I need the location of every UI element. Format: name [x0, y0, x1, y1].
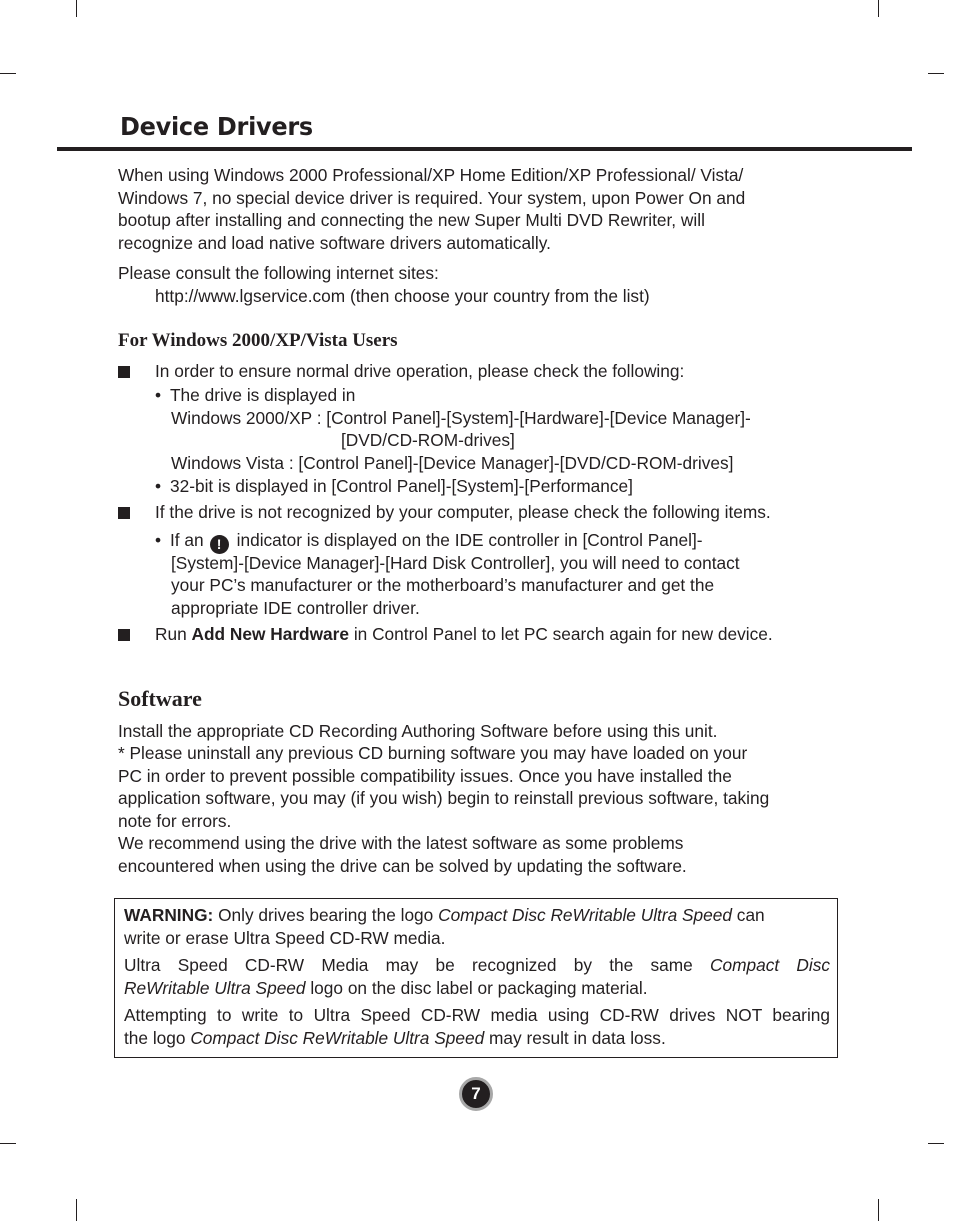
sub-bullet — [155, 475, 633, 498]
add-new-hardware-label: Add New Hardware — [191, 624, 350, 644]
service-url-link[interactable]: http://www.lgservice.com (then choose your country from the list) — [155, 286, 650, 306]
sub-bullet — [155, 384, 355, 407]
crop-mark — [0, 73, 16, 74]
warning-paragraph-3 — [124, 1004, 830, 1049]
software-line: * Please uninstall any previous CD burning software you may have loaded on your — [118, 743, 748, 763]
warning-text: logo on the disc label or packaging material. — [310, 977, 648, 998]
warning-label: WARNING: — [124, 905, 214, 925]
square-bullet-icon — [118, 507, 130, 519]
warning-text: can — [736, 905, 765, 925]
warning-paragraph-1 — [124, 904, 830, 949]
sub-bullet — [155, 529, 703, 554]
logo-name: Compact Disc — [710, 955, 830, 975]
logo-name: ReWritable Ultra Speed — [124, 977, 306, 998]
bullet-icon: • — [155, 530, 162, 550]
software-section-heading: Software — [118, 686, 202, 711]
title-rule — [57, 147, 912, 151]
crop-mark — [76, 0, 77, 17]
warning-box — [114, 898, 838, 1058]
check-item-text — [155, 623, 773, 646]
intro-line: When using Windows 2000 Professional/XP Home Edition/XP Professional/ Vista/ — [118, 165, 744, 185]
item-text: Run — [155, 624, 187, 644]
intro-line: Windows 7, no special device driver is required. Your system, upon Power On and — [118, 188, 746, 208]
sub-bullet-text: If an — [170, 530, 204, 550]
warning-text: the logo — [124, 1027, 186, 1048]
sub-bullet-text: 32-bit is displayed in [Control Panel]-[System]-[Performance] — [170, 476, 633, 496]
warning-line: Attempting to write to Ultra Speed CD-RW media using CD-RW drives NOT bearing — [124, 1005, 830, 1025]
bullet-icon: • — [155, 385, 162, 405]
consult-text: Please consult the following internet sites: — [118, 263, 439, 283]
vista-path: Windows Vista : [Control Panel]-[Device Manager]-[DVD/CD-ROM-drives] — [171, 453, 734, 473]
crop-mark — [76, 1199, 77, 1221]
warning-text: may result in data loss. — [489, 1027, 666, 1048]
logo-name: Compact Disc ReWritable Ultra Speed — [438, 905, 732, 925]
windows-section-heading: For Windows 2000/XP/Vista Users — [118, 330, 398, 351]
crop-mark — [928, 73, 944, 74]
sub-bullet-text: your PC’s manufacturer or the motherboard’s manufacturer and get the — [171, 575, 715, 595]
bullet-icon: • — [155, 476, 162, 496]
intro-line: recognize and load native software drivers automatically. — [118, 233, 551, 253]
crop-mark — [0, 1143, 16, 1144]
warning-line — [124, 1027, 830, 1050]
sub-bullet-text: [System]-[Device Manager]-[Hard Disk Controller], you will need to contact — [171, 553, 740, 573]
square-bullet-icon — [118, 629, 130, 641]
warning-text: Ultra Speed CD-RW Media may be recognized by the same — [124, 955, 693, 975]
crop-mark — [928, 1143, 944, 1144]
sub-bullet-text: indicator is displayed on the IDE controller in [Control Panel]- — [236, 530, 703, 550]
check-item-text: In order to ensure normal drive operation, please check the following: — [155, 361, 685, 381]
logo-name: Compact Disc ReWritable Ultra Speed — [190, 1027, 485, 1048]
warning-paragraph-2 — [124, 954, 830, 999]
software-line: Install the appropriate CD Recording Authoring Software before using this unit. — [118, 721, 718, 741]
sub-bullet-text: appropriate IDE controller driver. — [171, 598, 420, 618]
software-line: note for errors. — [118, 811, 232, 831]
warning-line — [124, 954, 830, 977]
warning-line — [124, 977, 830, 1000]
xp-path: Windows 2000/XP : [Control Panel]-[System]-[Hardware]-[Device Manager]- — [171, 408, 751, 428]
intro-line: bootup after installing and connecting the new Super Multi DVD Rewriter, will — [118, 210, 705, 230]
software-line: PC in order to prevent possible compatibility issues. Once you have installed the — [118, 766, 732, 786]
software-line: encountered when using the drive can be solved by updating the software. — [118, 856, 687, 876]
page-title: Device Drivers — [120, 112, 313, 141]
software-line: We recommend using the drive with the latest software as some problems — [118, 833, 684, 853]
item-text: in Control Panel to let PC search again for new device. — [353, 624, 773, 644]
page-number-badge: 7 — [459, 1077, 493, 1111]
sub-bullet-text: The drive is displayed in — [170, 385, 356, 405]
crop-mark — [878, 1199, 879, 1221]
check-item-text: If the drive is not recognized by your computer, please check the following items. — [155, 502, 771, 522]
software-line: application software, you may (if you wish) begin to reinstall previous software, taking — [118, 788, 770, 808]
warning-text: write or erase Ultra Speed CD-RW media. — [124, 927, 446, 948]
exclamation-warning-icon: ! — [210, 535, 229, 554]
crop-mark — [878, 0, 879, 17]
xp-path-cont: [DVD/CD-ROM-drives] — [341, 430, 515, 450]
warning-text: Only drives bearing the logo — [218, 905, 434, 925]
square-bullet-icon — [118, 366, 130, 378]
